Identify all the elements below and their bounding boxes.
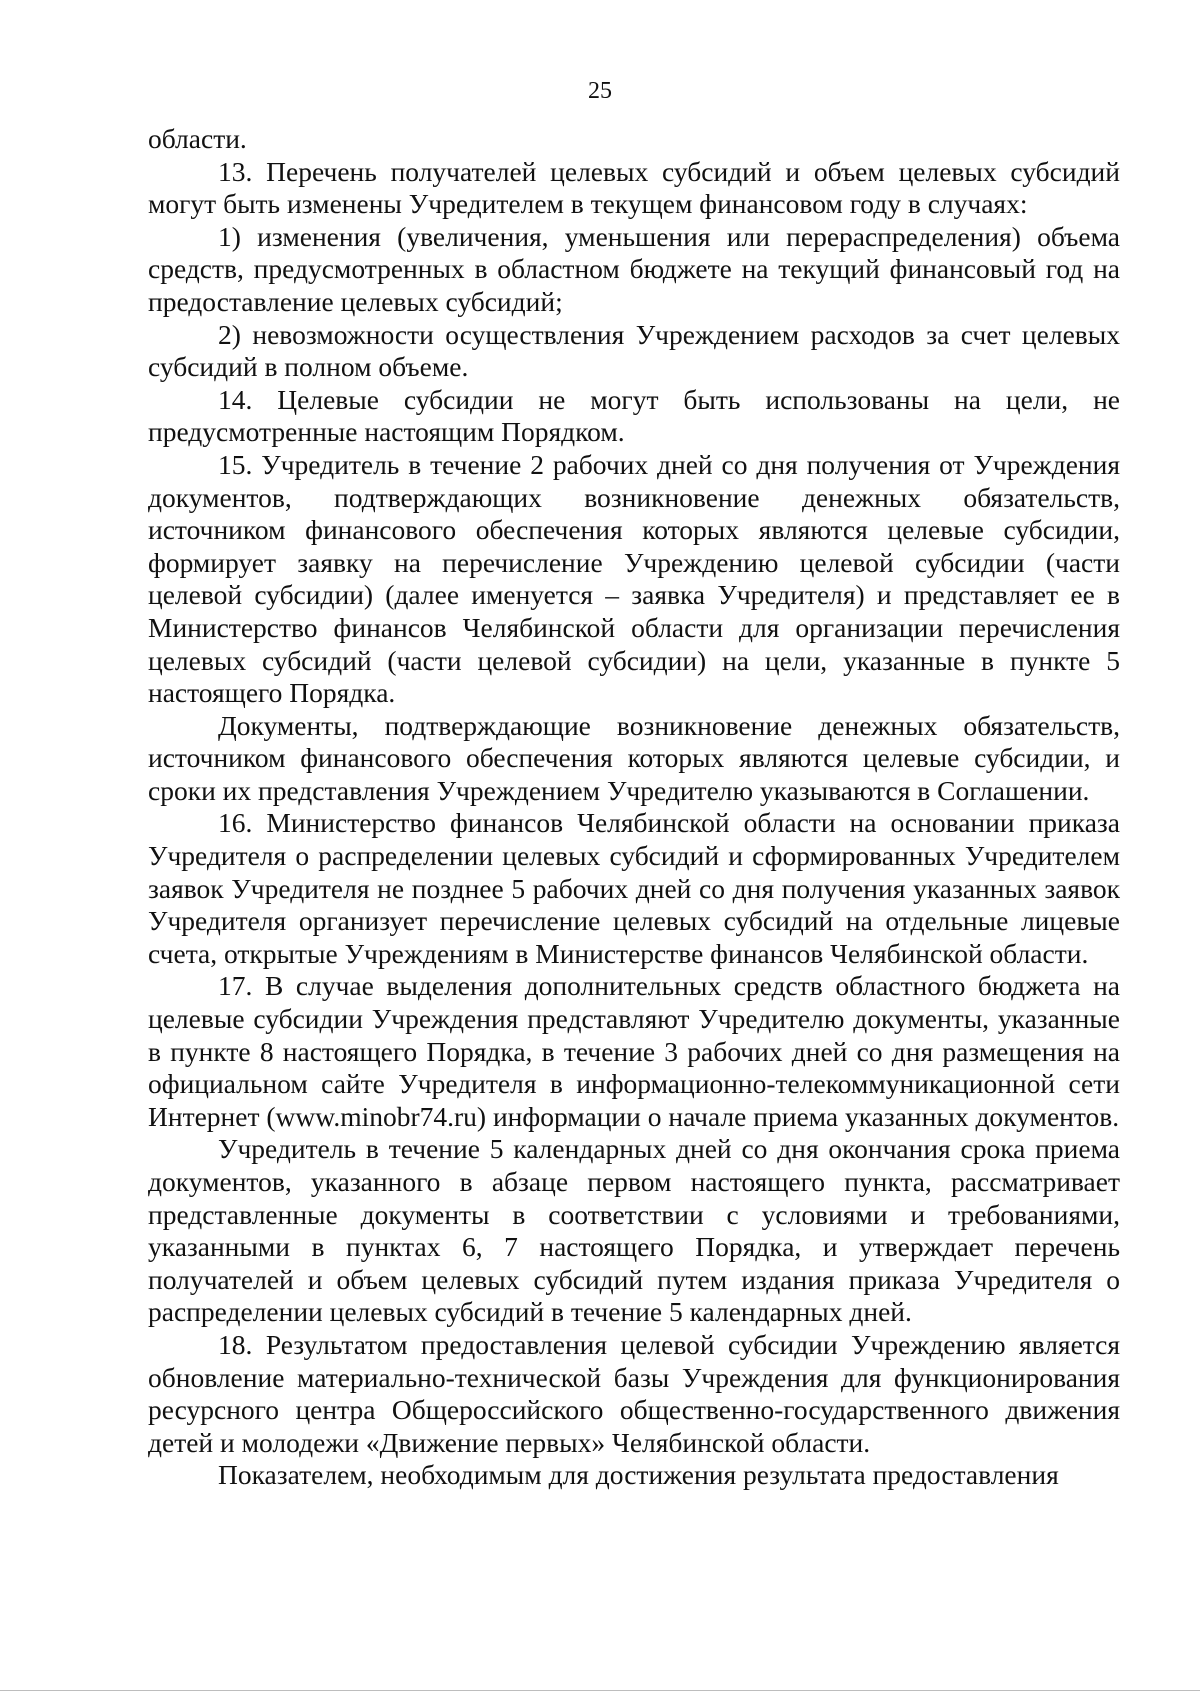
paragraph-item-15: 15. Учредитель в течение 2 рабочих дней со дня получения от Учреждения документов, подтверждающих возникновение денежных обязательств, источником финансового обеспечения которых являются целевые субсидии, формирует заявку на перечисление Учреждению целевой субсидии (части целевой субсидии) (далее именуется – заявка Учредителя) и представляет ее в Министерство финансов Челябинской области для организации перечисления целевых субсидий (части целевой субсидии) на цели, указанные в пункте 5 настоящего Порядка. <box>148 448 1120 709</box>
document-body <box>148 123 1120 1492</box>
paragraph-continuation: области. <box>148 123 247 154</box>
paragraph-item-17: 17. В случае выделения дополнительных средств областного бюджета на целевые субсидии Учреждения представляют Учредителю документы, указанные в пункте 8 настоящего Порядка, в течение 3 рабочих дней со дня размещения на официальном сайте Учредителя в информационно-телекоммуникационной сети Интернет (www.minobr74.ru) информации о начале приема указанных документов. <box>148 970 1120 1132</box>
paragraph-subitem-2: 2) невозможности осуществления Учреждением расходов за счет целевых субсидий в полном объеме. <box>148 318 1120 383</box>
paragraph-subitem-1: 1) изменения (увеличения, уменьшения или перераспределения) объема средств, предусмотренных в областном бюджете на текущий финансовый год на предоставление целевых субсидий; <box>148 220 1120 317</box>
paragraph-indicator: Показателем, необходимым для достижения результата предоставления <box>218 1459 1059 1491</box>
page-number: 25 <box>588 78 612 104</box>
scan-bottom-edge <box>0 1690 1200 1691</box>
paragraph-item-14: 14. Целевые субсидии не могут быть использованы на цели, не предусмотренные настоящим Порядком. <box>148 383 1120 448</box>
paragraph-item-16: 16. Министерство финансов Челябинской области на основании приказа Учредителя о распределении целевых субсидий и сформированных Учредителем заявок Учредителя не позднее 5 рабочих дней со дня получения указанных заявок Учредителя организует перечисление целевых субсидий на отдельные лицевые счета, открытые Учреждениям в Министерстве финансов Челябинской области. <box>148 807 1120 969</box>
paragraph-item-15-documents: Документы, подтверждающие возникновение денежных обязательств, источником финансового обеспечения которых являются целевые субсидии, и сроки их представления Учреждением Учредителю указываются в Соглашении. <box>148 709 1120 806</box>
paragraph-item-18: 18. Результатом предоставления целевой субсидии Учреждению является обновление материально-технической базы Учреждения для функционирования ресурсного центра Общероссийского общественно-государственного движения детей и молодежи «Движение первых» Челябинской области. <box>148 1328 1120 1458</box>
paragraph-item-17-review: Учредитель в течение 5 календарных дней со дня окончания срока приема документов, указанного в абзаце первом настоящего пункта, рассматривает представленные документы в соответствии с условиями и требованиями, указанными в пунктах 6, 7 настоящего Порядка, и утверждает перечень получателей и объем целевых субсидий путем издания приказа Учредителя о распределении целевых субсидий в течение 5 календарных дней. <box>148 1133 1120 1328</box>
paragraph-item-13: 13. Перечень получателей целевых субсидий и объем целевых субсидий могут быть изменены Учредителем в текущем финансовом году в случаях: <box>148 155 1120 220</box>
